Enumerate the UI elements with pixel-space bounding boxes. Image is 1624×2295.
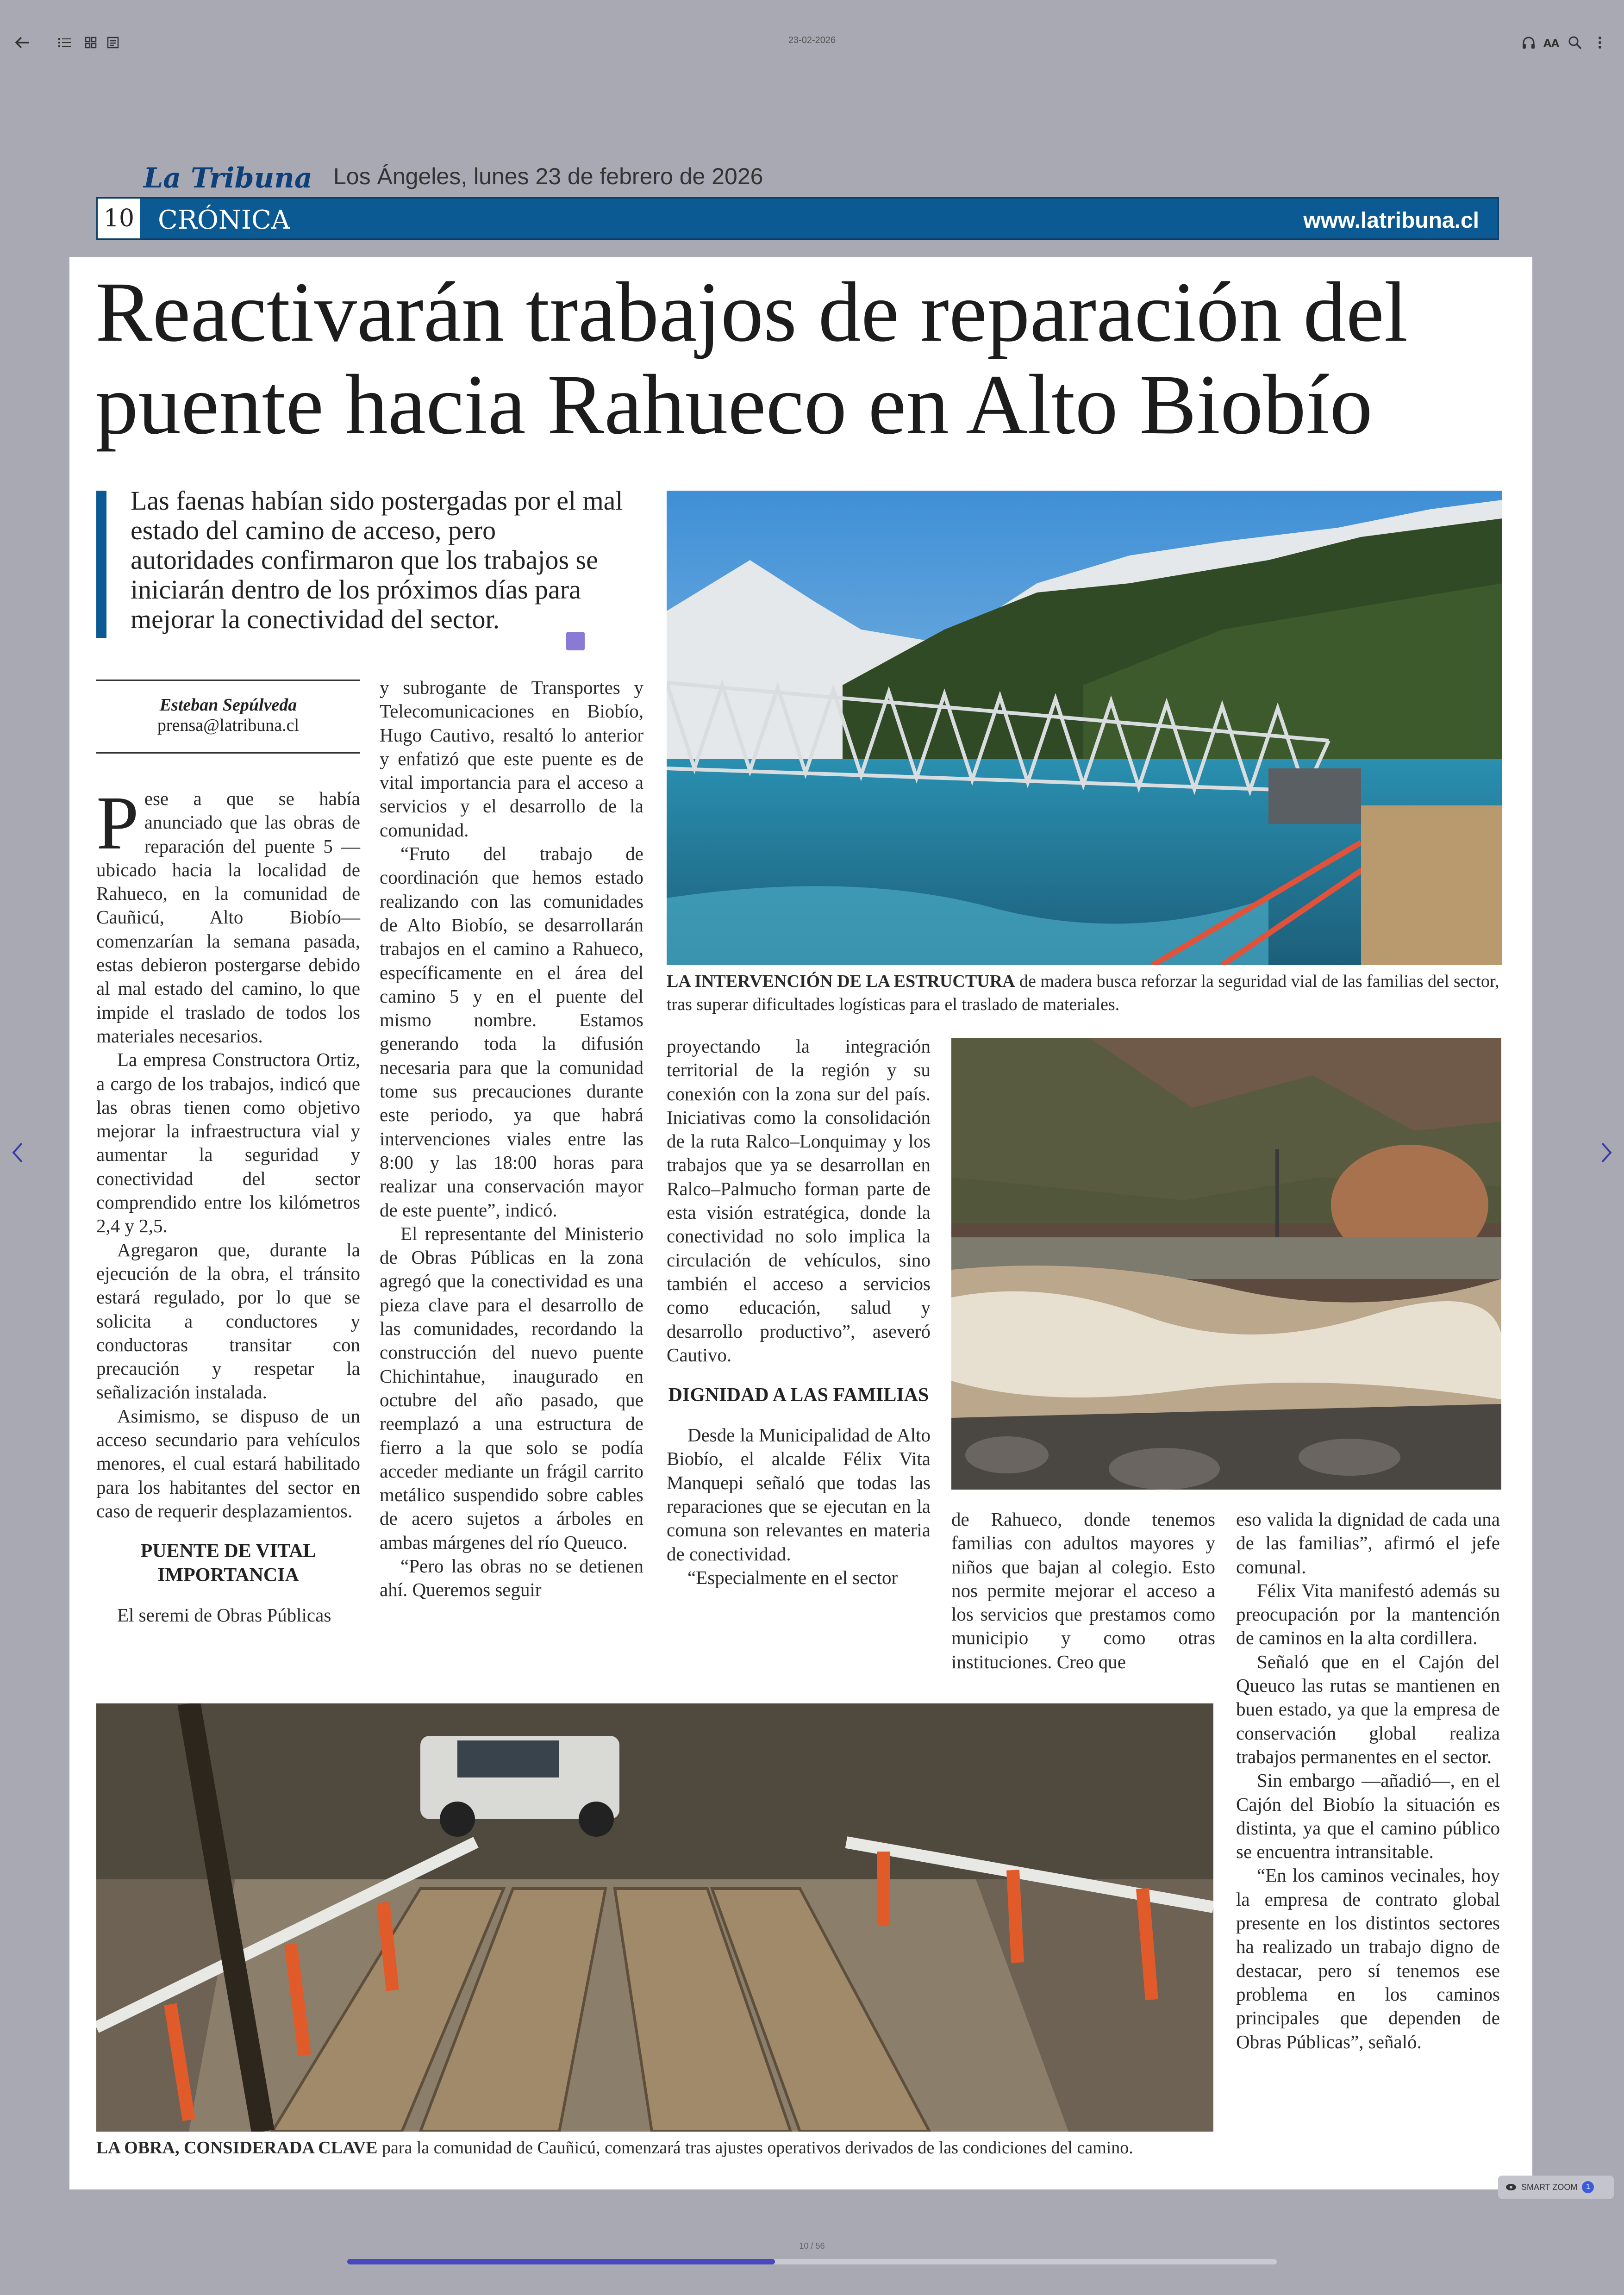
section-name: CRÓNICA: [158, 205, 290, 235]
paragraph: Félix Vita manifestó además su preocupación por la mantención de caminos en la alta cordillera.: [1236, 1579, 1500, 1649]
paragraph: Pese a que se había anunciado que las obras de reparación del puente 5 —ubicado hacia la localidad de Rahueco, en la comunidad de Cauñicú, Alto Biobío— comenzarían la semana pasada, estas debieron postergarse debido al mal estado del camino, lo que impide el traslado de todos los materiales necesarios.: [96, 780, 360, 1047]
page-progress-bar[interactable]: [347, 2259, 1277, 2264]
paragraph: Asimismo, se dispuso de un acceso secundario para vehículos menores, el cual estará habilitado para los habitantes del sector en caso de requerir desplazamientos.: [96, 1405, 360, 1522]
paragraph: “Fruto del trabajo de coordinación que hemos estado realizando con las comunidades de Alto Biobío, se desarrollarán trabajos en el camino a Rahueco, específicamente en el área del camino 5 y en el puente del mismo nombre. Estamos generando toda la difusión necesaria para que la comunidad tome sus precauciones durante este periodo, ya que habrá intervenciones viales entre las 8:00 y las 18:00 horas para realizar una conservación mayor de este puente”, indicó.: [380, 843, 643, 1221]
masthead-logo: La Tribuna: [144, 162, 312, 194]
article-lead: Las faenas habían sido postergadas por el mal estado del camino de acceso, pero autoridades confirmaron que los trabajos se iniciarán dentro de los próximos días para mejorar la conectividad del sector.: [131, 486, 623, 634]
paragraph: proyectando la integración territorial de la región y su conexión con la zona sur del país. Iniciativas como la consolidación de la ruta Ralco–Lonquimay y los trabajos que ya se desarrollan en Ralco–Palmucho forman parte de esta visión estratégica, donde la conectividad no solo implica la circulación de vehículos, sino también el acceso a servicios como educación, salud y desarrollo productivo”, aseveró Cautivo.: [667, 1035, 931, 1366]
article-column-3: [667, 1035, 931, 1590]
eye-icon: [1505, 2183, 1517, 2191]
previous-page-icon[interactable]: [4, 1134, 31, 1171]
drop-cap: P: [96, 780, 139, 865]
article-view-icon[interactable]: [103, 32, 123, 53]
paragraph: La empresa Constructora Ortiz, a cargo de los trabajos, indicó que las obras tienen como objetivo mejorar la infraestructura vial y aumentar la seguridad y conectividad del sector comprendido entre los kilómetros 2,4 y 2,5.: [96, 1049, 360, 1237]
smart-zoom-button[interactable]: [1498, 2176, 1614, 2199]
paragraph: Señaló que en el Cajón del Queuco las rutas se mantienen en buen estado, ya que la empresa de conservación global realiza trabajos permanentes en el sector.: [1236, 1651, 1500, 1767]
more-options-icon[interactable]: [1590, 32, 1610, 53]
page-indicator: 10 / 56: [799, 2241, 825, 2251]
photo-bridge: [667, 491, 1502, 965]
lead-accent-bar: [96, 491, 106, 638]
smart-zoom-label: SMART ZOOM: [1521, 2182, 1578, 2192]
subheading: DIGNIDAD A LAS FAMILIAS: [668, 1384, 929, 1406]
smart-zoom-badge: 1: [1582, 2181, 1594, 2193]
grid-view-icon[interactable]: [81, 32, 101, 53]
back-arrow-icon[interactable]: [12, 32, 32, 53]
article-column-1: [96, 780, 360, 1628]
annotation-marker-icon[interactable]: [566, 632, 585, 650]
photo-bridge-caption: LA INTERVENCIÓN DE LA ESTRUCTURA de madera busca reforzar la seguridad vial de las familias del sector, tras superar dificultades logísticas para el traslado de materiales.: [667, 972, 1499, 1014]
paragraph: Sin embargo —añadió—, en el Cajón del Biobío la situación es distinta, ya que el camino público se encuentra intransitable.: [1236, 1770, 1500, 1863]
next-page-icon[interactable]: [1593, 1134, 1620, 1171]
page-number: 10: [98, 199, 140, 238]
paragraph: “En los caminos vecinales, hoy la empresa de contrato global presente en los distintos sectores ha realizado un trabajo digno de destacar, pero sí tenemos ese problema en los caminos principales que dependen de Obras Públicas”, señaló.: [1236, 1865, 1500, 2052]
paragraph: de Rahueco, donde tenemos familias con adultos mayores y niños que bajan al colegio. Esto nos permite mejorar el acceso a los servicios que prestamos como municipio y como otras instituciones. Creo que: [951, 1509, 1215, 1672]
list-view-icon[interactable]: [55, 32, 75, 53]
paragraph: Desde la Municipalidad de Alto Biobío, el alcalde Félix Vita Manquepi señaló que todas las reparaciones que se ejecutan en la comuna son relevantes en materia de conectividad.: [667, 1424, 931, 1565]
paragraph: y subrogante de Transportes y Telecomunicaciones en Biobío, Hugo Cautivo, resaltó lo anterior y enfatizó que este puente es de vital importancia para el acceso a servicios y el desarrollo de la comunidad.: [380, 677, 643, 841]
section-bar: [96, 197, 1499, 240]
paragraph: “Pero las obras no se detienen ahí. Queremos seguir: [380, 1555, 643, 1601]
article-column-4: [951, 1508, 1215, 1674]
paragraph: Agregaron que, durante la ejecución de la obra, el tránsito estará regulado, por lo que se solicita a conductores y conductoras transitar con precaución y respetar la señalización instalada.: [96, 1239, 360, 1403]
article-headline: Reactivarán trabajos de reparación del puente hacia Rahueco en Alto Biobío: [95, 265, 1408, 452]
subheading: PUENTE DE VITAL IMPORTANCIA: [140, 1540, 316, 1586]
photo-river: [951, 1038, 1501, 1490]
search-icon[interactable]: [1565, 32, 1585, 53]
author-email[interactable]: prensa@latribuna.cl: [157, 716, 300, 735]
byline: [96, 680, 360, 754]
paragraph: El representante del Ministerio de Obras Públicas en la zona agregó que la conectividad es una pieza clave para el desarrollo de las comunidades, recordando la construcción del nuevo puente Chichintahue, inaugurado en octubre del año pasado, que reemplazó a una estructura de fierro a la que solo se podía acceder mediante un frágil carrito metálico suspendido sobre cables de acero sujetos a árboles en ambas márgenes del río Queuco.: [380, 1222, 643, 1553]
paragraph: “Especialmente en el sector: [687, 1566, 898, 1588]
author-name: Esteban Sepúlveda: [159, 695, 297, 715]
viewer-date: 23-02-2026: [788, 35, 836, 45]
photo-wooden-bridge: [96, 1703, 1213, 2132]
viewer-toolbar: [0, 0, 1624, 83]
edition-date: Los Ángeles, lunes 23 de febrero de 2026: [333, 163, 763, 189]
article-column-2: [380, 676, 643, 1602]
article-column-5: [1236, 1508, 1500, 2054]
photo-wooden-bridge-caption: LA OBRA, CONSIDERADA CLAVE para la comunidad de Cauñicú, comenzará tras ajustes operativos derivados de las condiciones del camino.: [96, 2138, 1133, 2158]
page-progress-fill: [347, 2259, 775, 2264]
paragraph: El seremi de Obras Públicas: [117, 1604, 331, 1626]
article-page: [69, 257, 1532, 2189]
paragraph: eso valida la dignidad de cada una de las familias”, afirmó el jefe comunal.: [1236, 1509, 1500, 1578]
text-size-icon[interactable]: [1542, 32, 1562, 53]
svg-text:AA: AA: [1543, 38, 1560, 49]
headphones-icon[interactable]: [1518, 32, 1539, 53]
newspaper-url[interactable]: www.latribuna.cl: [1303, 208, 1479, 233]
